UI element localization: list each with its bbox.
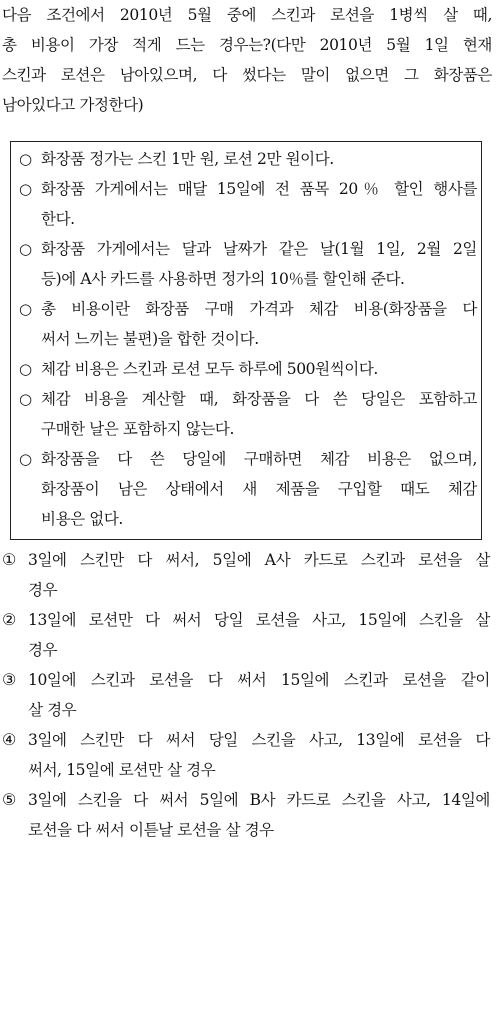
circle-bullet-icon: ○ bbox=[19, 150, 33, 168]
option-1[interactable] bbox=[0, 545, 490, 605]
option-number: ① bbox=[2, 550, 17, 569]
option-line: 10일에 스킨과 로션을 다 써서 15일에 스킨과 로션을 같이 bbox=[28, 671, 490, 689]
condition-line: 체감 비용을 계산할 때, 화장품을 다 쓴 당일은 포함하고 bbox=[41, 390, 477, 408]
option-line: 3일에 스킨을 다 써서 5일에 B사 카드로 스킨을 사고, 14일에 bbox=[28, 791, 490, 809]
circle-bullet-icon: ○ bbox=[19, 360, 33, 378]
circle-bullet-icon: ○ bbox=[19, 390, 33, 408]
condition-item bbox=[19, 444, 477, 534]
option-number: ④ bbox=[2, 730, 17, 749]
option-4[interactable] bbox=[0, 725, 490, 785]
circle-bullet-icon: ○ bbox=[19, 450, 33, 468]
condition-item bbox=[19, 294, 477, 354]
question-stem bbox=[2, 0, 492, 120]
condition-item bbox=[19, 354, 477, 384]
question-line: 총 비용이 가장 적게 드는 경우는?(다만 2010년 5월 1일 현재 bbox=[2, 36, 492, 54]
condition-line: 화장품 가게에서는 달과 날짜가 같은 날(1월 1일, 2월 2일 bbox=[41, 240, 477, 258]
option-line: 3일에 스킨만 다 써서 당일 스킨을 사고, 13일에 로션을 다 bbox=[28, 731, 490, 749]
option-line: 써서, 15일에 로션만 살 경우 bbox=[28, 761, 216, 779]
condition-line: 구매한 날은 포함하지 않는다. bbox=[41, 420, 234, 438]
option-5[interactable] bbox=[0, 785, 490, 845]
circle-bullet-icon: ○ bbox=[19, 240, 33, 258]
condition-line: 등)에 A사 카드를 사용하면 정가의 10％를 할인해 준다. bbox=[41, 270, 405, 288]
option-line: 경우 bbox=[28, 581, 58, 599]
condition-line: 화장품이 남은 상태에서 새 제품을 구입할 때도 체감 bbox=[41, 480, 477, 498]
condition-item bbox=[19, 144, 477, 174]
condition-item bbox=[19, 174, 477, 234]
condition-item bbox=[19, 234, 477, 294]
option-line: 13일에 로션만 다 써서 당일 로션을 사고, 15일에 스킨을 살 bbox=[28, 611, 490, 629]
condition-item bbox=[19, 384, 477, 444]
condition-line: 한다. bbox=[41, 210, 75, 228]
condition-line: 체감 비용은 스킨과 로션 모두 하루에 500원씩이다. bbox=[41, 360, 378, 378]
option-line: 로션을 다 써서 이튿날 로션을 살 경우 bbox=[28, 821, 274, 839]
option-number: ② bbox=[2, 610, 17, 629]
circle-bullet-icon: ○ bbox=[19, 180, 33, 198]
option-line: 살 경우 bbox=[28, 701, 77, 719]
option-number: ③ bbox=[2, 670, 17, 689]
condition-line: 화장품 가게에서는 매달 15일에 전 품목 20％ 할인 행사를 bbox=[41, 180, 477, 198]
condition-line: 비용은 없다. bbox=[41, 510, 123, 528]
question-line: 스킨과 로션은 남아있으며, 다 썼다는 말이 없으면 그 화장품은 bbox=[2, 66, 492, 84]
option-3[interactable] bbox=[0, 665, 490, 725]
option-line: 3일에 스킨만 다 써서, 5일에 A사 카드로 스킨과 로션을 살 bbox=[28, 551, 490, 569]
option-line: 경우 bbox=[28, 641, 58, 659]
circle-bullet-icon: ○ bbox=[19, 300, 33, 318]
condition-line: 화장품을 다 쓴 당일에 구매하면 체감 비용은 없으며, bbox=[41, 450, 477, 468]
answer-options bbox=[0, 545, 490, 845]
condition-line: 써서 느끼는 불편)을 합한 것이다. bbox=[41, 330, 259, 348]
option-number: ⑤ bbox=[2, 790, 17, 809]
condition-line: 화장품 정가는 스킨 1만 원, 로션 2만 원이다. bbox=[41, 150, 334, 168]
question-line: 남아있다고 가정한다) bbox=[2, 96, 144, 114]
option-2[interactable] bbox=[0, 605, 490, 665]
question-line: 다음 조건에서 2010년 5월 중에 스킨과 로션을 1병씩 살 때, bbox=[2, 6, 492, 24]
conditions-box bbox=[10, 141, 482, 540]
condition-line: 총 비용이란 화장품 구매 가격과 체감 비용(화장품을 다 bbox=[41, 300, 477, 318]
